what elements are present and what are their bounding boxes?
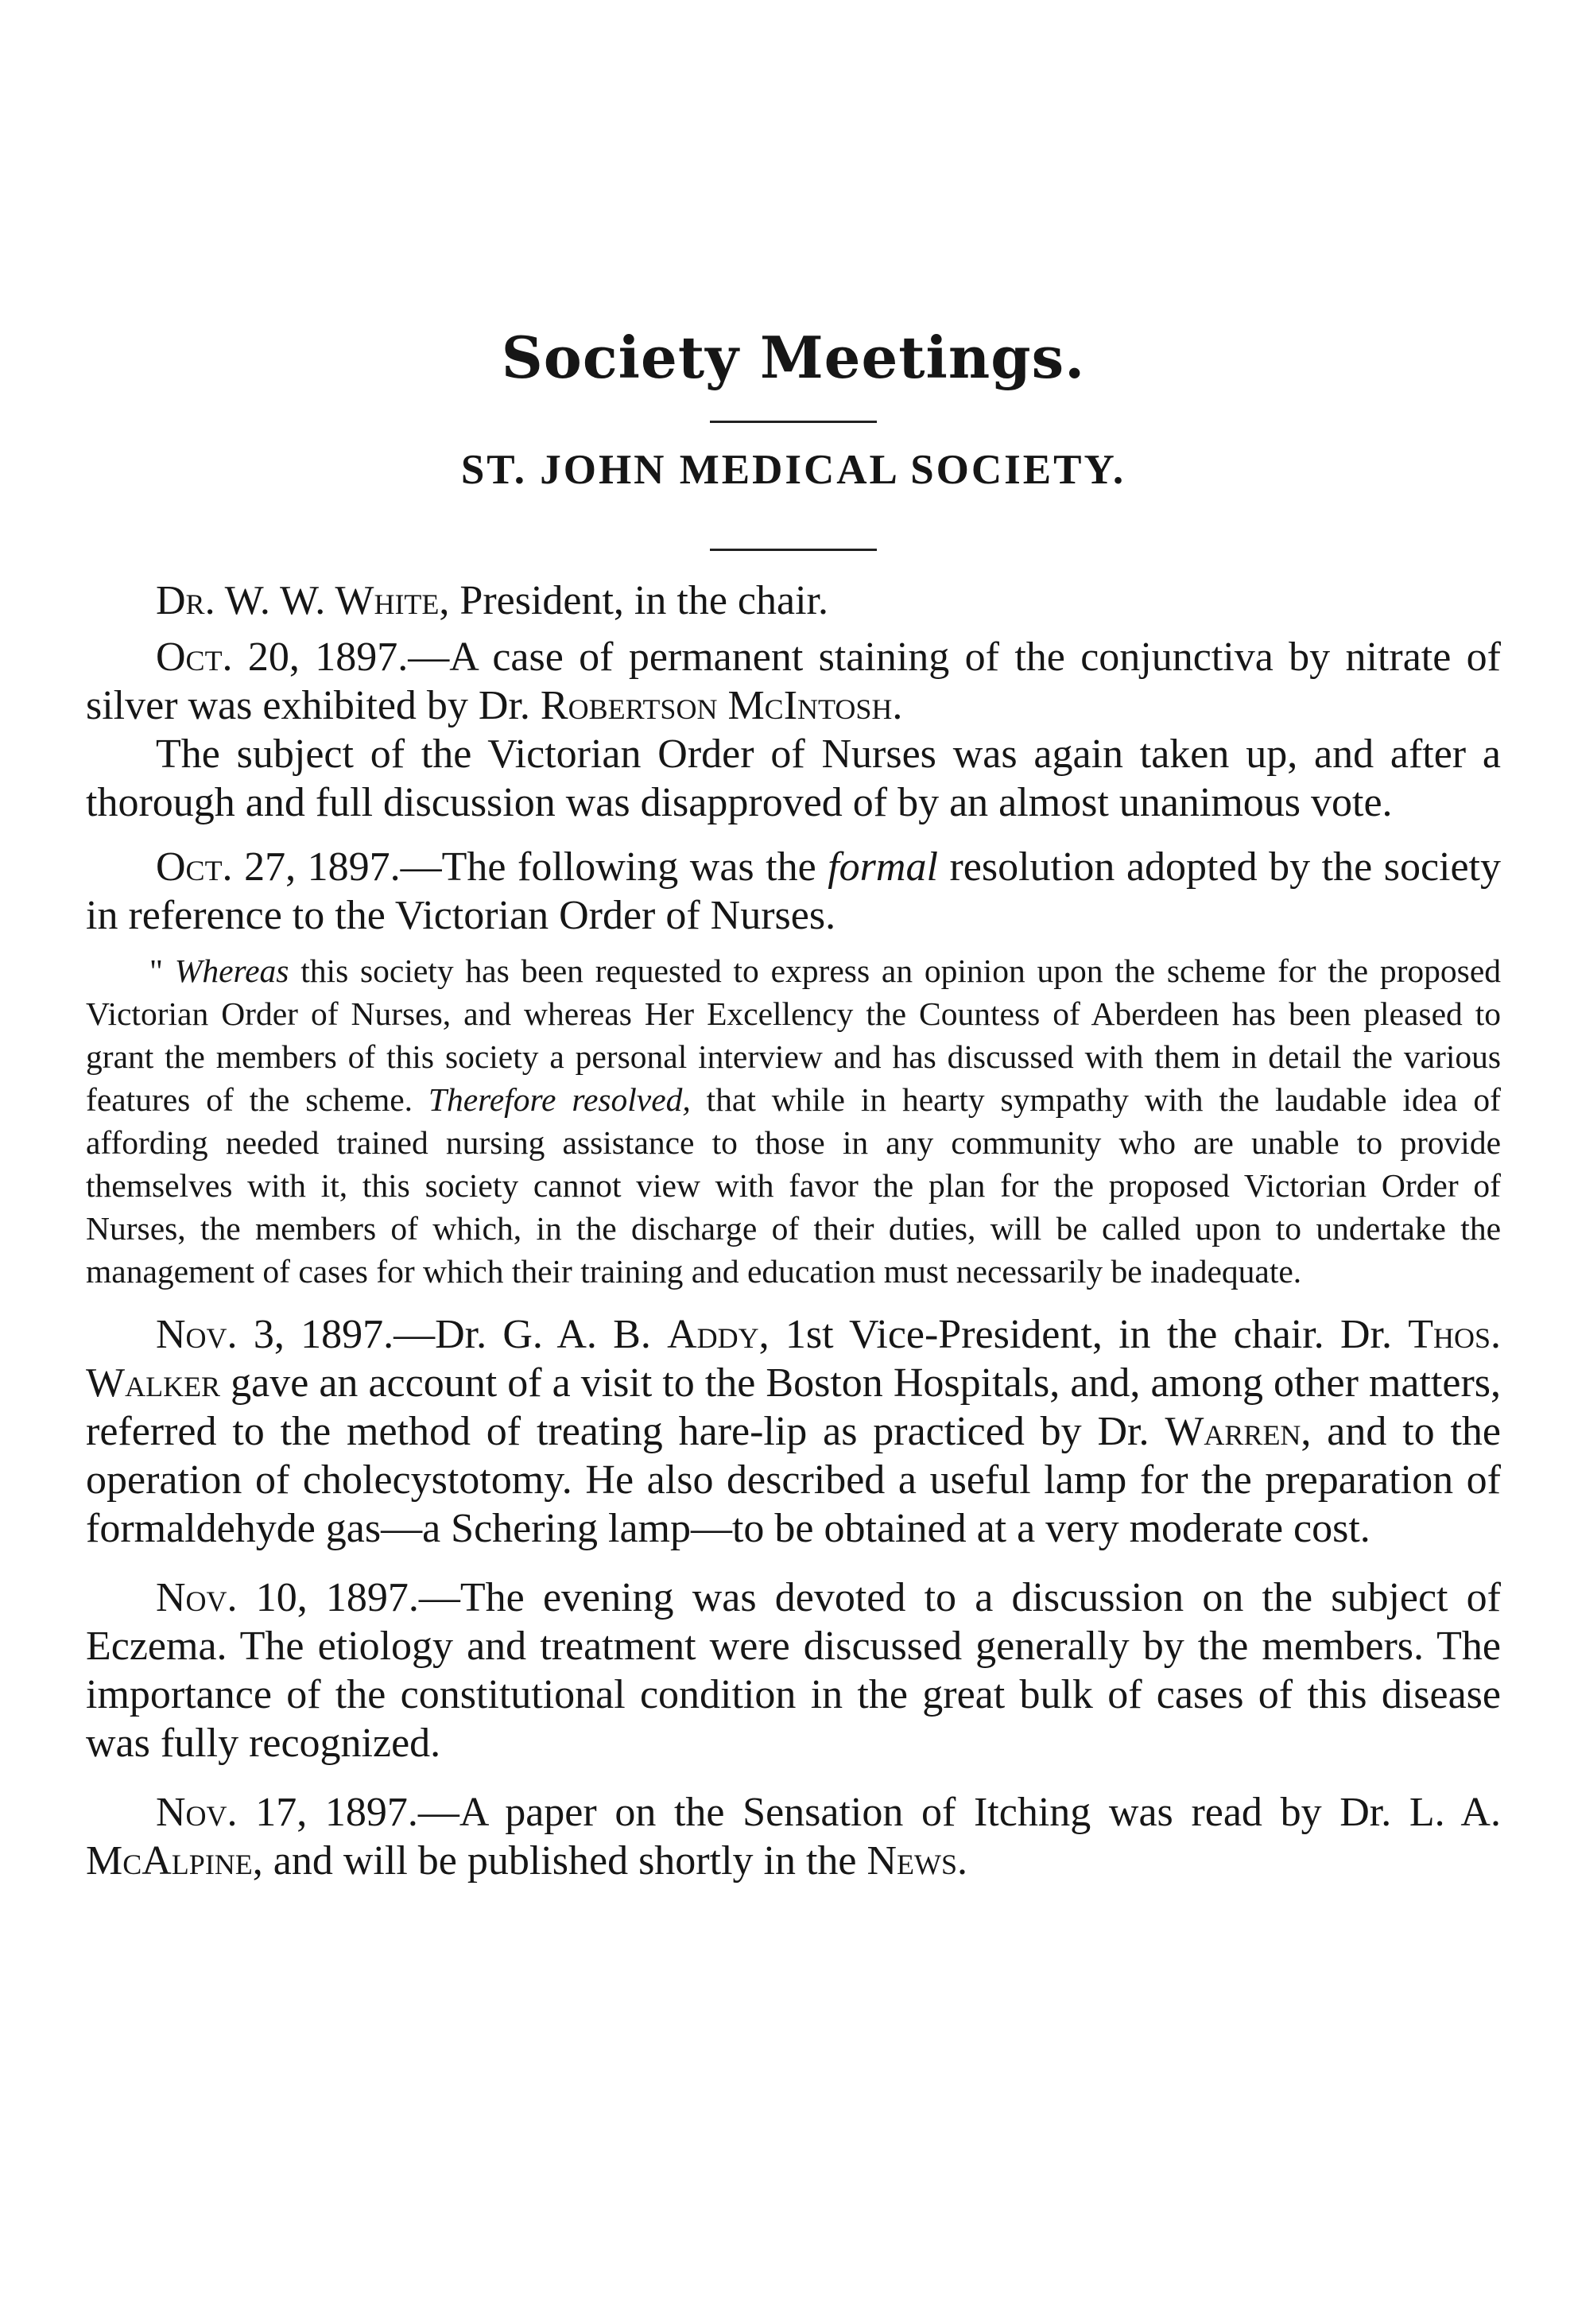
paragraph-text: gave an account of a visit to the Boston Hospitals, and, among other matters, referred to the method of treating hare-lip as practiced by Dr. [86, 1360, 1501, 1455]
title-divider [710, 549, 877, 551]
member-name: Addy, [667, 1312, 770, 1358]
paragraph-text: resolution adopted by the society in reference to the Victorian Order of Nurses. [86, 844, 1501, 939]
chair-text: President, in the chair. [449, 578, 828, 624]
quote-text: this society has been requested to express an opinion upon the scheme for the proposed Victorian Order of Nurses, and whereas Her Excellency the Countess of Aberdeen has been pleased to grant the members of this society a personal interview and has discussed with them in detail the various features of the scheme. [86, 952, 1501, 1119]
paragraph-text: and to the operation of cholecystotomy. He also described a useful lamp for the preparation of formaldehyde gas—a Schering lamp—to be obtained at a very moderate cost. [86, 1409, 1502, 1552]
quote-mark: " [149, 952, 175, 990]
meeting-date: Oct. 27, 1897. [156, 844, 401, 890]
emphasis-therefore: Therefore resolved, [428, 1081, 691, 1119]
member-name: McAlpine, [86, 1838, 263, 1884]
paragraph-oct-27 [86, 843, 1501, 940]
paragraph-text: —Dr. G. A. B. [394, 1312, 668, 1358]
president-name: Dr. W. W. White, [156, 578, 450, 624]
meeting-date: Nov. 3, 1897. [156, 1312, 394, 1358]
paragraph-victorian-order: The subject of the Victorian Order of Nurses was again taken up, and after a thorough and full discussion was disapproved of by an almost unanimous vote. [86, 731, 1501, 826]
paragraph-text: —The following was the [400, 844, 828, 890]
resolution-quote [86, 949, 1501, 1293]
paragraph-text: 1st Vice-President, in the chair. Dr. [769, 1312, 1409, 1358]
page-content [86, 278, 1501, 1885]
paragraph-oct-20 [86, 633, 1501, 730]
paragraph-text: and will be published shortly in the [262, 1838, 867, 1884]
member-name: Robertson McIntosh. [540, 683, 903, 729]
quote-text: that while in hearty sympathy with the laudable idea of affording needed trained nursing assistance to those in any community who are unable to provide themselves with it, this society cannot view with favor the plan for the proposed Victorian Order of Nurses, the members of which, in the discharge of their duties, will be called upon to undertake the management of cases for which their training and education must necessarily be inadequate. [86, 1081, 1501, 1290]
paragraph-nov-17 [86, 1788, 1501, 1885]
publication-name: News. [866, 1838, 968, 1884]
paragraph-text: —A case of permanent staining of the conjunctiva by nitrate of silver was exhibited by Dr. [86, 634, 1501, 729]
section-heading: Society Meetings. [501, 324, 1086, 391]
emphasis-formal: formal [828, 844, 938, 890]
meeting-date: Nov. 17, 1897. [156, 1790, 418, 1836]
paragraph-text: —The evening was devoted to a discussion on the subject of Eczema. The etiology and treatment were discussed generally by the members. The importance of the constitutional condition in the great bulk of cases of this disease was fully recognized. [86, 1575, 1501, 1767]
emphasis-whereas: Whereas [174, 952, 289, 990]
member-name: Thos. Walker [86, 1312, 1501, 1406]
heading-divider [710, 421, 877, 423]
chair-line [86, 576, 1501, 625]
paragraph-nov-3 [86, 1310, 1501, 1553]
society-title: ST. JOHN MEDICAL SOCIETY. [460, 447, 1126, 494]
meeting-date: Oct. 20, 1897. [156, 634, 409, 681]
paragraph-nov-10 [86, 1573, 1501, 1767]
meeting-date: Nov. 10, 1897. [156, 1575, 419, 1621]
member-name: Warren, [1165, 1409, 1312, 1455]
paragraph-text: —A paper on the Sensation of Itching was read by Dr. L. A. [417, 1790, 1501, 1836]
